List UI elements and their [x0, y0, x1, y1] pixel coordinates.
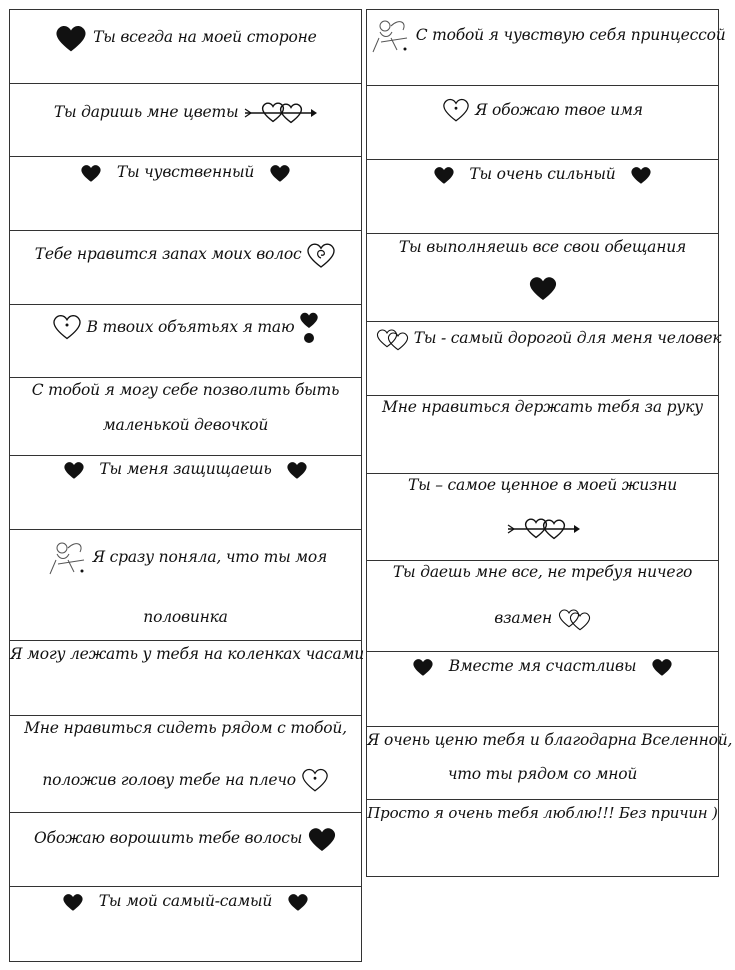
card-my-other-half	[9, 529, 362, 641]
outline-heart-icon	[442, 96, 470, 126]
card-text-line1: Ты даешь мне все, не требуя ничего	[392, 563, 693, 581]
swirl-heart-icon	[306, 241, 336, 269]
card-ruffle-your-hair	[9, 812, 362, 887]
card-little-girl	[9, 377, 362, 456]
card-just-love-you	[366, 799, 719, 877]
card-text: Я обожаю твое имя	[474, 101, 643, 119]
scribble-heart-icon	[307, 825, 337, 853]
card-text-line2: положив голову тебе на плечо	[42, 771, 296, 789]
black-heart-icon	[412, 657, 434, 677]
black-heart-icon	[433, 165, 455, 185]
black-heart-icon	[287, 892, 309, 912]
card-text: С тобой я чувствую себя принцессой	[415, 26, 726, 44]
black-heart-icon	[286, 460, 308, 480]
card-text: Ты – самое ценное в моей жизни	[407, 476, 678, 494]
card-feel-like-princess	[366, 9, 726, 86]
black-heart-icon	[269, 163, 291, 183]
outline-heart-icon	[52, 313, 82, 343]
card-you-protect-me	[9, 455, 362, 530]
black-heart-icon	[54, 23, 88, 53]
cupid-icon	[367, 16, 411, 56]
card-text-line1: Я сразу поняла, что ты моя	[92, 548, 328, 566]
hearts-arrow-icon	[506, 514, 580, 544]
card-text-line2: что ты рядом со мной	[447, 765, 638, 783]
scribble-heart-icon	[528, 274, 558, 302]
black-heart-icon	[62, 892, 84, 912]
cupid-icon	[44, 538, 88, 578]
card-text-line2: взамен	[494, 609, 552, 627]
card-text: Ты очень сильный	[469, 165, 616, 183]
card-text: Вместе мя счастливы	[448, 657, 637, 675]
card-text: Ты меня защищаешь	[99, 460, 272, 478]
card-text-line1: С тобой я могу себе позволить быть	[31, 381, 340, 399]
card-always-on-my-side	[9, 9, 362, 84]
card-you-give-me-flowers	[9, 83, 362, 157]
card-text: Ты мой самый-самый	[98, 892, 273, 910]
card-lie-on-your-lap	[9, 640, 365, 716]
heart-with-dot-icon	[299, 311, 319, 345]
card-smell-of-my-hair	[9, 230, 362, 305]
double-heart-icon	[557, 605, 591, 633]
card-adore-your-name	[366, 85, 719, 160]
outline-heart-icon	[301, 766, 329, 796]
card-melt-in-your-arms	[9, 304, 362, 378]
card-text: Обожаю ворошить тебе волосы	[34, 829, 303, 847]
card-text: Просто я очень тебя люблю!!! Без причин )	[367, 804, 718, 822]
card-you-are-sensual	[9, 156, 362, 231]
right-column	[366, 9, 733, 877]
card-text: Тебе нравится запах моих волос	[34, 245, 302, 263]
card-text: Ты даришь мне цветы	[53, 103, 239, 121]
card-hold-your-hand	[366, 395, 719, 474]
card-text: Я могу лежать у тебя на коленках часами	[10, 645, 365, 663]
black-heart-icon	[63, 460, 85, 480]
black-heart-icon	[651, 657, 673, 677]
card-text-line2: маленькой девочкой	[102, 416, 269, 434]
card-text: Ты - самый дорогой для меня человек	[413, 329, 722, 347]
card-text: В твоих объятьях я таю	[86, 318, 295, 336]
hearts-arrow-icon	[243, 98, 317, 128]
card-text: Ты выполняешь все свои обещания	[398, 238, 687, 256]
card-sit-next-to-you	[9, 715, 362, 813]
card-give-me-everything	[366, 560, 719, 652]
card-most-precious	[366, 473, 719, 561]
card-text-line1: Мне нравиться сидеть рядом с тобой,	[24, 719, 347, 737]
card-text-line1: Я очень ценю тебя и благодарна Вселенной,	[367, 731, 733, 749]
left-column	[9, 9, 365, 962]
card-grateful-to-universe	[366, 726, 733, 800]
card-dearest-person	[366, 321, 722, 396]
card-my-very-best	[9, 886, 362, 962]
double-heart-icon	[375, 326, 409, 352]
card-text: Мне нравиться держать тебя за руку	[382, 398, 703, 416]
card-text-line2: половинка	[143, 608, 228, 626]
card-keep-promises	[366, 233, 719, 322]
card-text: Ты всегда на моей стороне	[93, 28, 317, 46]
black-heart-icon	[630, 165, 652, 185]
card-you-are-strong	[366, 159, 719, 234]
card-happy-together	[366, 651, 719, 727]
card-text: Ты чувственный	[116, 163, 255, 181]
black-heart-icon	[80, 163, 102, 183]
